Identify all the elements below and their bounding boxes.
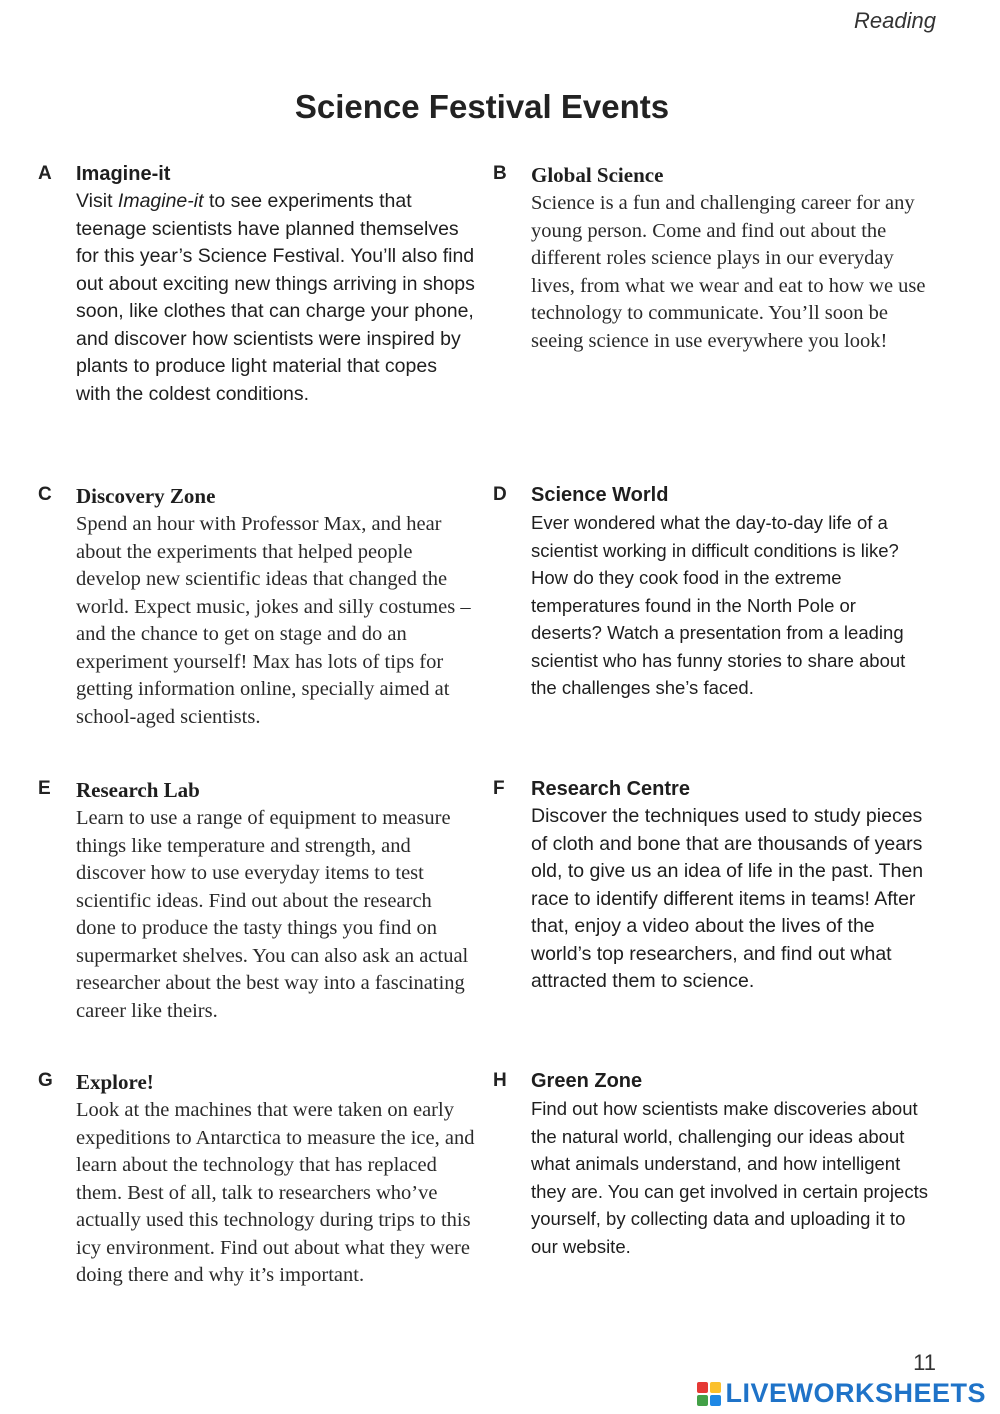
brand-name: LIVEWORKSHEETS (725, 1378, 986, 1408)
logo-tile-red (697, 1382, 708, 1393)
event-body: Discover the techniques used to study pieces of cloth and bone that are thousands of years old, to give us an idea of life in the past. Then race to identify different items in teams! After that, enjoy a video about the lives of the world’s top researchers, and find out what attracted them to science. (531, 805, 924, 992)
event-body-intro: Visit (76, 190, 118, 212)
event-body (76, 188, 476, 408)
event-title: Science World (531, 484, 669, 506)
event-letter: G (38, 1070, 53, 1091)
event-letter: F (493, 778, 505, 799)
event-title: Discovery Zone (76, 484, 216, 508)
event-body: Spend an hour with Professor Max, and hear about the experiments that helped people develop new scientific ideas that changed the world. Expect music, jokes and silly costumes – and the chance to get on stage and do an experiment yourself! Max has lots of tips for getting information online, specially aimed at school-aged scientists. (76, 513, 471, 728)
event-title: Research Lab (76, 778, 200, 802)
page-title: Science Festival Events (294, 88, 670, 125)
event-letter: D (493, 484, 507, 505)
liveworksheets-brand[interactable] (697, 1378, 986, 1409)
event-letter: H (493, 1070, 507, 1091)
header-section-label: Reading (854, 8, 936, 33)
event-e (38, 778, 476, 1025)
event-letter: C (38, 484, 52, 505)
event-title: Explore! (76, 1070, 154, 1094)
event-body: Look at the machines that were taken on early expeditions to Antarctica to measure the ice, and learn about the technology that has replaced them. Best of all, talk to researchers who’ve actually used this technology during trips to this icy environment. Find out about what they were doing there and why it’s important. (76, 1099, 475, 1286)
event-title: Research Centre (531, 778, 690, 800)
liveworksheets-logo-icon (697, 1382, 721, 1406)
event-body-italic: Imagine-it (117, 190, 204, 212)
event-b (493, 163, 931, 355)
event-body: Ever wondered what the day-to-day life of a scientist working in difficult conditions is like? How do they cook food in the extreme temperatures found in the North Pole or deserts? Watch a presentation from a leading scientist who has funny stories to share about the challenges she’s faced. (531, 512, 906, 698)
event-a (38, 163, 476, 408)
event-letter: B (493, 163, 507, 184)
event-g (38, 1070, 476, 1290)
event-letter: A (38, 163, 52, 184)
logo-tile-green (697, 1395, 708, 1406)
event-body: Science is a fun and challenging career for any young person. Come and find out about the different roles science plays in our everyday lives, from what we wear and eat to how we use technology to communicate. You’ll soon be seeing science in use everywhere you look! (531, 192, 926, 352)
logo-tile-yellow (710, 1382, 721, 1393)
event-f (493, 778, 931, 996)
event-body: Learn to use a range of equipment to measure things like temperature and strength, and discover how to use everyday items to test scientific ideas. Find out about the research done to produce the tasty things you find on supermarket shelves. You can also ask an actual researcher about the best way into a fascinating career like theirs. (76, 807, 469, 1022)
event-title: Global Science (531, 163, 664, 187)
event-c (38, 484, 476, 731)
event-body-rest: to see experiments that teenage scientists have planned themselves for this year’s Science Festival. You’ll also find out about exciting new things arriving in shops soon, like clothes that can charge your phone, and discover how scientists were inspired by plants to produce light material that copes with the coldest conditions. (76, 190, 475, 405)
event-body: Find out how scientists make discoveries about the natural world, challenging our ideas about what animals understand, and how intelligent they are. You can get involved in certain projects yourself, by collecting data and uploading it to our website. (531, 1098, 928, 1257)
event-letter: E (38, 778, 51, 799)
event-h (493, 1070, 931, 1260)
event-title: Imagine-it (76, 163, 171, 185)
event-title: Green Zone (531, 1070, 643, 1092)
page-number: 11 (913, 1350, 936, 1375)
logo-tile-blue (710, 1395, 721, 1406)
event-d (493, 484, 931, 702)
